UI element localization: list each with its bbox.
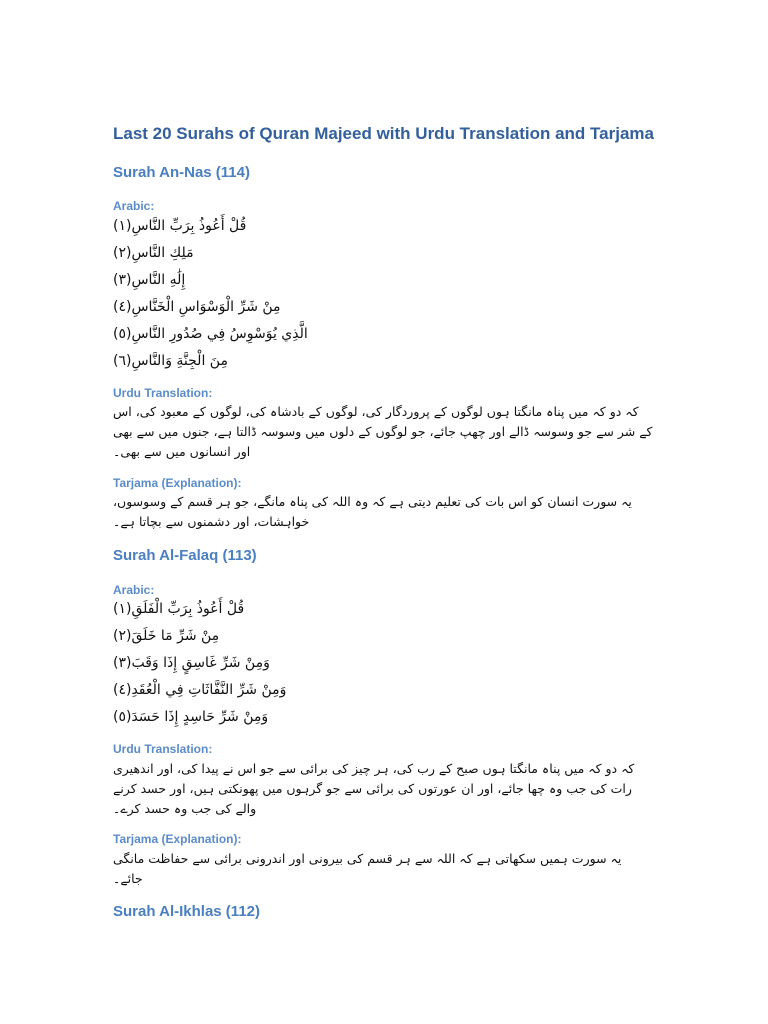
urdu-translation-text: کہ دو کہ میں پناہ مانگتا ہوں صبح کے رب کی، ہر چیز کی برائی سے جو اس نے پیدا کی، اور اندھیری رات کی جب وہ چھا جائے، اور ان عورتوں کی برائی سے جو گرہوں میں پھونکتی ہیں، اور حسد کرنے والے کی جب وہ حسد کرے۔ bbox=[113, 761, 635, 816]
verse-line: وَمِنْ شَرِّ النَّفَّاثَاتِ فِي الْعُقَدِ(٤) bbox=[113, 682, 287, 698]
tarjama-text: یہ سورت انسان کو اس بات کی تعلیم دیتی ہے کہ وہ اللہ کی پناہ مانگے، جو ہر قسم کے وسوسوں، خواہشات، اور دشمنوں سے بچاتا ہے۔ bbox=[113, 494, 632, 529]
verse-line: قُلْ أَعُوذُ بِرَبِّ الْفَلَقِ(١) bbox=[113, 601, 245, 617]
surah-heading-al-falaq: Surah Al-Falaq (113) bbox=[113, 547, 257, 564]
tarjama-label: Tarjama (Explanation): bbox=[113, 476, 242, 490]
tarjama-label: Tarjama (Explanation): bbox=[113, 832, 242, 846]
verse-line: مِنْ شَرِّ الْوَسْوَاسِ الْخَنَّاسِ(٤) bbox=[113, 299, 281, 315]
document-title: Last 20 Surahs of Quran Majeed with Urdu Translation and Tarjama bbox=[113, 124, 654, 143]
urdu-translation-label: Urdu Translation: bbox=[113, 386, 213, 400]
arabic-label: Arabic: bbox=[113, 199, 155, 213]
urdu-translation-text: کہ دو کہ میں پناہ مانگتا ہوں لوگوں کے پروردگار کی، لوگوں کے بادشاہ کی، لوگوں کے معبود کی، اس کے شر سے جو وسوسہ ڈالے اور چھپ جائے، جو لوگوں کے دلوں میں وسوسہ ڈالتا ہے، جنوں میں سے بھی اور انسانوں میں سے بھی۔ bbox=[113, 404, 653, 459]
surah-heading-al-ikhlas: Surah Al-Ikhlas (112) bbox=[113, 903, 260, 920]
arabic-verses-al-falaq bbox=[113, 596, 673, 731]
urdu-translation-label: Urdu Translation: bbox=[113, 742, 213, 756]
verse-line: مِنْ شَرِّ مَا خَلَقَ(٢) bbox=[113, 628, 220, 644]
tarjama-text: یہ سورت ہمیں سکھاتی ہے کہ اللہ سے ہر قسم کی بیرونی اور اندرونی برائی سے حفاظت مانگی جائے۔ bbox=[113, 851, 622, 886]
verse-line: إِلَٰهِ النَّاسِ(٣) bbox=[113, 272, 186, 288]
verse-line: وَمِنْ شَرِّ غَاسِقٍ إِذَا وَقَبَ(٣) bbox=[113, 655, 270, 671]
verse-line: قُلْ أَعُوذُ بِرَبِّ النَّاسِ(١) bbox=[113, 218, 247, 234]
verse-line: الَّذِي يُوَسْوِسُ فِي صُدُورِ النَّاسِ(٥) bbox=[113, 326, 308, 342]
arabic-verses-an-nas bbox=[113, 213, 673, 375]
verse-line: وَمِنْ شَرِّ حَاسِدٍ إِذَا حَسَدَ(٥) bbox=[113, 709, 269, 725]
verse-line: مَلِكِ النَّاسِ(٢) bbox=[113, 245, 194, 261]
arabic-label: Arabic: bbox=[113, 583, 155, 597]
surah-heading-an-nas: Surah An-Nas (114) bbox=[113, 164, 250, 181]
verse-line: مِنَ الْجِنَّةِ وَالنَّاسِ(٦) bbox=[113, 353, 228, 369]
